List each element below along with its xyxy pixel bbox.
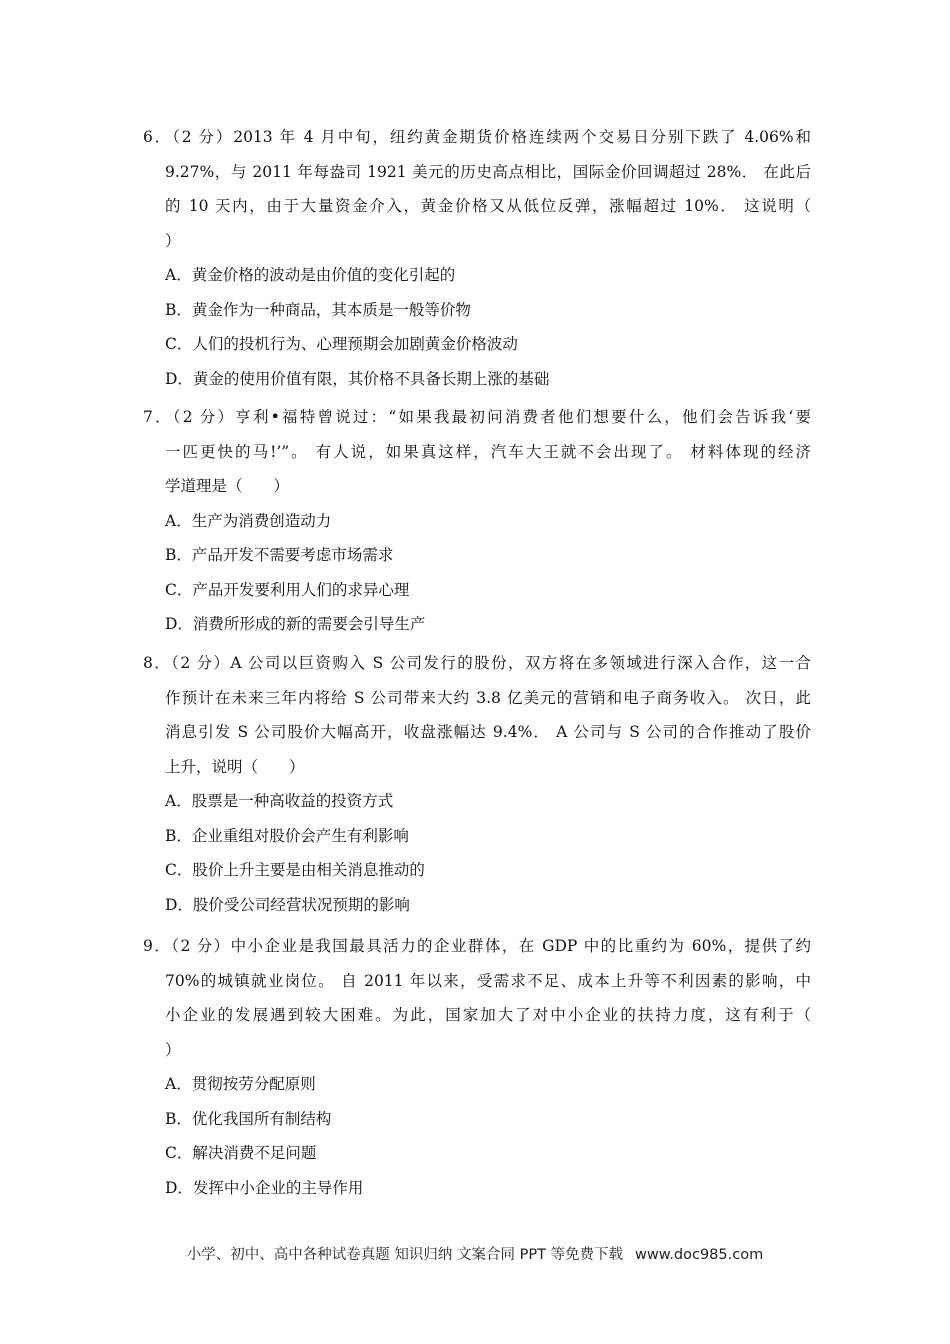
page-footer [0, 1243, 950, 1264]
option-c: C．解决消费不足问题 [165, 1144, 317, 1162]
option-c: C．股价上升主要是由相关消息推动的 [165, 861, 425, 879]
footer-text: 小学、初中、高中各种试卷真题 知识归纳 文案合同 PPT 等免费下载 [186, 1247, 624, 1263]
option-a: A．贯彻按劳分配原则 [165, 1075, 316, 1093]
question-stem-line: 6．（2 分）2013 年 4 月中旬，纽约黄金期货价格连续两个交易日分别下跌了 4.06%和 [143, 128, 811, 146]
question-stem-line: 9．（2 分）中小企业是我国最具活力的企业群体，在 GDP 中的比重约为 60%，提供了约 [143, 937, 811, 955]
question-stem-line: ） [165, 231, 181, 250]
footer-site-link[interactable]: www.doc985.com [635, 1247, 764, 1263]
option-b: B．优化我国所有制结构 [165, 1109, 332, 1128]
question-stem-line: 的 10 天内，由于大量资金介入，黄金价格又从低位反弹，涨幅超过 10%． 这说明（ [165, 197, 811, 215]
question-stem-line: 学道理是（ ） [165, 477, 290, 495]
question-6 [143, 120, 811, 396]
question-stem-line: 70%的城镇就业岗位。 自 2011 年以来，受需求不足、成本上升等不利因素的影响，中 [165, 971, 811, 990]
question-stem-line: 9.27%，与 2011 年每盎司 1921 美元的历史高点相比，国际金价回调超过 28%． 在此后 [165, 162, 811, 181]
question-stem-line: 上升，说明（ ） [165, 757, 305, 776]
question-stem-line: 消息引发 S 公司股价大幅高开，收盘涨幅达 9.4%． A 公司与 S 公司的合作推动了股价 [165, 723, 811, 741]
question-stem-line: 一匹更快的马!’”。 有人说，如果真这样，汽车大王就不会出现了。 材料体现的经济 [165, 442, 811, 461]
question-8 [143, 646, 811, 922]
question-stem-line: 作预计在未来三年内将给 S 公司带来大约 3.8 亿美元的营销和电子商务收入。 次日，此 [165, 688, 811, 707]
question-stem-line: ） [165, 1040, 181, 1059]
option-b: B．产品开发不需要考虑市场需求 [165, 546, 394, 564]
option-c: C．产品开发要利用人们的求异心理 [165, 580, 410, 599]
option-d: D．消费所形成的新的需要会引导生产 [165, 615, 426, 633]
option-a: A．生产为消费创造动力 [165, 511, 332, 530]
option-d: D．发挥中小企业的主导作用 [165, 1178, 364, 1197]
question-stem-line: 小企业的发展遇到较大困难。为此，国家加大了对中小企业的扶持力度，这有利于（ [165, 1006, 811, 1024]
option-b: B．企业重组对股价会产生有利影响 [165, 826, 409, 845]
option-a: A．股票是一种高收益的投资方式 [165, 792, 394, 810]
question-7 [143, 400, 811, 642]
option-a: A．黄金价格的波动是由价值的变化引起的 [165, 266, 456, 284]
question-9 [143, 929, 811, 1205]
option-d: D．股价受公司经营状况预期的影响 [165, 895, 410, 914]
option-b: B．黄金作为一种商品，其本质是一般等价物 [165, 300, 471, 319]
question-stem-line: 8．（2 分）A 公司以巨资购入 S 公司发行的股份，双方将在多领域进行深入合作，这一合 [143, 654, 811, 672]
question-stem-line: 7．（2 分）亨利•福特曾说过：“如果我最初问消费者他们想要什么，他们会告诉我‘要 [143, 408, 811, 426]
option-d: D．黄金的使用价值有限，其价格不具备长期上涨的基础 [165, 369, 550, 388]
option-c: C．人们的投机行为、心理预期会加剧黄金价格波动 [165, 335, 518, 353]
